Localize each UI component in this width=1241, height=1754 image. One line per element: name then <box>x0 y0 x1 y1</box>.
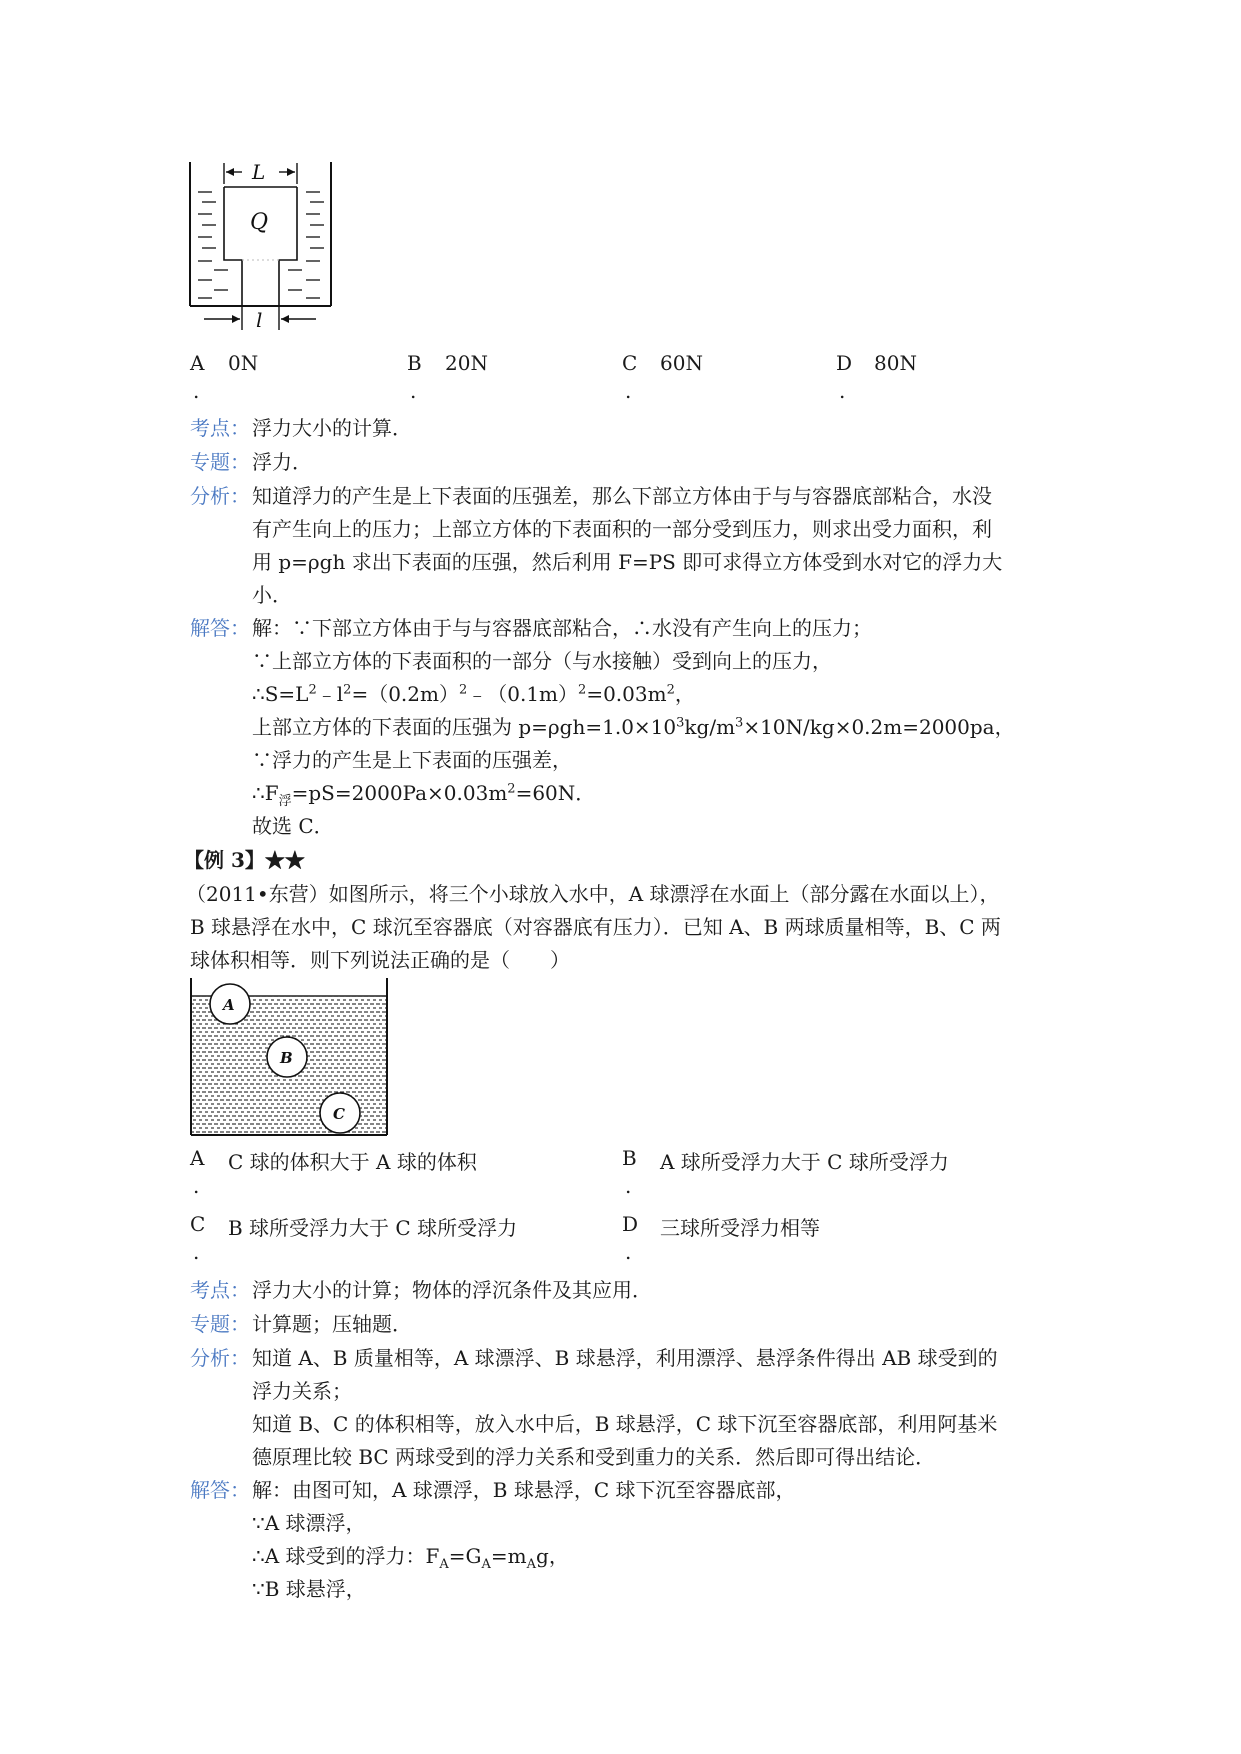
stem-line: B 球悬浮在水中，C 球沉至容器底（对容器底有压力）．已知 A、B 两球质量相等，B、C 两 <box>190 915 1001 939</box>
option-b[interactable] <box>407 351 607 407</box>
jieda-line-buoyancy-formula: $\therefore F_浮=pS=2000Pa\times 0.03m^2=60N$． <box>252 781 596 809</box>
fenxi-line: 德原理比较 BC 两球受到的浮力关系和受到重力的关系．然后即可得出结论． <box>252 1445 936 1469</box>
option-letter: D <box>622 1212 639 1236</box>
example-title: 【例 3】★★ <box>184 848 305 872</box>
jieda-label: 解答： <box>190 616 250 640</box>
option-letter: C <box>622 351 638 375</box>
option-dot: . <box>193 1174 200 1198</box>
option-text: 0N <box>228 351 259 375</box>
option-c[interactable] <box>622 351 822 407</box>
option-a[interactable] <box>190 351 390 407</box>
option-a[interactable] <box>190 1146 590 1202</box>
option-d[interactable] <box>836 351 1036 407</box>
option-text: 三球所受浮力相等 <box>660 1216 820 1240</box>
jieda-answer: 故选 C． <box>252 814 334 838</box>
zhuanti-text: 计算题；压轴题． <box>252 1312 412 1336</box>
jieda-line: ∵上部立方体的下表面积的一部分（与水接触）受到向上的压力， <box>252 649 832 673</box>
fenxi-line: 浮力关系； <box>252 1379 352 1403</box>
option-letter: B <box>407 351 422 375</box>
option-dot: . <box>410 379 417 403</box>
option-letter: A <box>190 351 205 375</box>
option-text: B 球所受浮力大于 C 球所受浮力 <box>228 1216 518 1240</box>
jieda-line-area-formula: $\therefore S=L^2﹣l^2=(0.2m)^2﹣(0.1m)^2=0.03m^2$， <box>252 682 695 706</box>
option-dot: . <box>193 379 200 403</box>
option-text: 20N <box>445 351 488 375</box>
jieda-line-pressure-formula: 上部立方体的下表面的压强为 $p=\rho gh=1.0\times 10^3kg/m^3\times 10N/kg\times 0.2m=2000pa$， <box>252 715 1015 739</box>
kaodian-label: 考点： <box>190 416 250 440</box>
option-dot: . <box>625 1174 632 1198</box>
option-b[interactable] <box>622 1146 1022 1202</box>
option-letter: B <box>622 1146 637 1170</box>
fenxi-label: 分析： <box>190 484 250 508</box>
option-text: 60N <box>660 351 703 375</box>
fenxi-label: 分析： <box>190 1346 250 1370</box>
option-letter: D <box>836 351 853 375</box>
figure-container-cube <box>186 162 336 332</box>
fenxi-line: 有产生向上的压力；上部立方体的下表面积的一部分受到压力，则求出受力面积，利 <box>252 517 992 541</box>
jieda-line: ∵浮力的产生是上下表面的压强差， <box>252 748 572 772</box>
kaodian-text: 浮力大小的计算；物体的浮沉条件及其应用． <box>252 1278 652 1302</box>
option-dot: . <box>625 379 632 403</box>
stem-line: 球体积相等．则下列说法正确的是（ ） <box>190 948 570 972</box>
ball-c-label: C <box>333 1105 345 1123</box>
option-dot: . <box>625 1240 632 1264</box>
ball-b-label: B <box>280 1049 293 1067</box>
option-letter: A <box>190 1146 205 1170</box>
figure-three-balls <box>190 978 390 1138</box>
option-dot: . <box>193 1240 200 1264</box>
fenxi-line: 用 p=ρgh 求出下表面的压强，然后利用 F=PS 即可求得立方体受到水对它的浮力大 <box>252 550 1003 574</box>
figure-label-L: L <box>252 162 266 184</box>
fenxi-line: 小． <box>252 583 292 607</box>
option-letter: C <box>190 1212 206 1236</box>
kaodian-label: 考点： <box>190 1278 250 1302</box>
option-text: A 球所受浮力大于 C 球所受浮力 <box>660 1150 949 1174</box>
figure-label-l: l <box>256 308 263 332</box>
stem-line: （2011•东营）如图所示，将三个小球放入水中，A 球漂浮在水面上（部分露在水面以上）， <box>186 882 1000 906</box>
jieda-line: 解：∵下部立方体由于与与容器底部粘合，∴水没有产生向上的压力； <box>252 616 872 640</box>
fenxi-line: 知道 B、C 的体积相等，放入水中后，B 球悬浮，C 球下沉至容器底部，利用阿基米 <box>252 1412 998 1436</box>
zhuanti-label: 专题： <box>190 1312 250 1336</box>
ball-a-label: A <box>223 996 235 1014</box>
kaodian-text: 浮力大小的计算． <box>252 416 412 440</box>
jieda-line: 解：由图可知，A 球漂浮，B 球悬浮，C 球下沉至容器底部， <box>252 1478 796 1502</box>
option-d[interactable] <box>622 1212 1022 1268</box>
fenxi-line: 知道浮力的产生是上下表面的压强差，那么下部立方体由于与与容器底部粘合，水没 <box>252 484 992 508</box>
jieda-line: ∵B 球悬浮， <box>252 1577 366 1601</box>
zhuanti-text: 浮力． <box>252 450 312 474</box>
option-text: C 球的体积大于 A 球的体积 <box>228 1150 477 1174</box>
option-c[interactable] <box>190 1212 590 1268</box>
jieda-line-buoyancy-a: ∴A 球受到的浮力：$F_A=G_A=m_Ag$， <box>252 1544 569 1572</box>
jieda-line: ∵A 球漂浮， <box>252 1511 366 1535</box>
option-dot: . <box>839 379 846 403</box>
figure-label-Q: Q <box>250 210 269 235</box>
option-text: 80N <box>874 351 917 375</box>
fenxi-line: 知道 A、B 质量相等，A 球漂浮、B 球悬浮，利用漂浮、悬浮条件得出 AB 球受到的 <box>252 1346 998 1370</box>
zhuanti-label: 专题： <box>190 450 250 474</box>
jieda-label: 解答： <box>190 1478 250 1502</box>
